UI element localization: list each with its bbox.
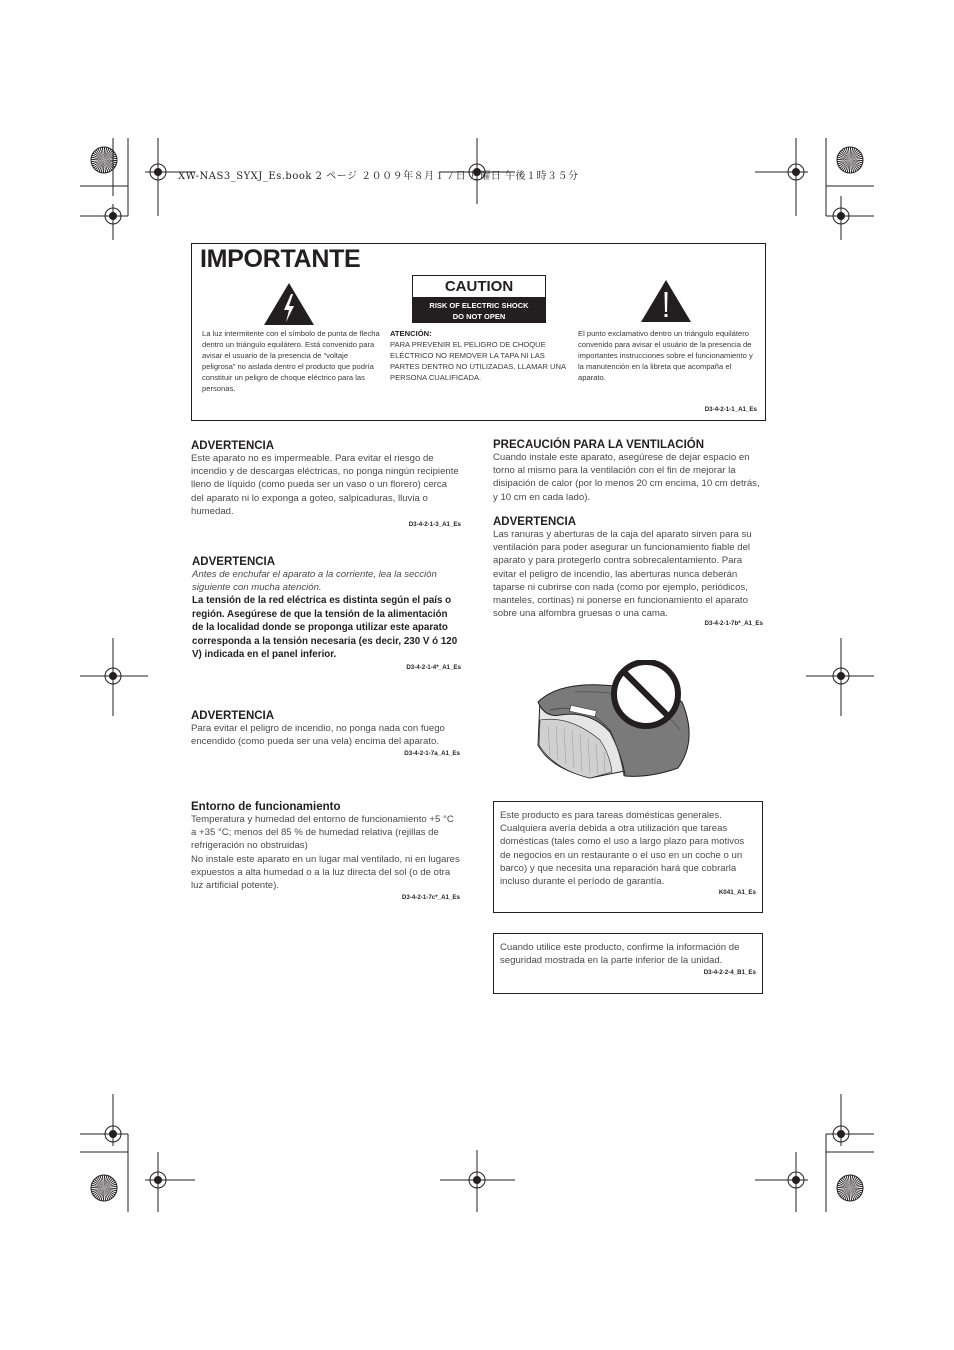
exclamation-warning-icon	[640, 279, 692, 323]
importante-title: IMPORTANTE	[200, 245, 361, 273]
notice-text: Cuando utilice este producto, confirme la información de seguridad mostrada en la parte inferior de la unidad.	[500, 942, 740, 967]
starburst-registration-icon	[91, 147, 117, 173]
section-text: Las ranuras y aberturas de la caja del aparato sirven para su ventilación para poder asegurar un funcionamiento fiable del aparato y para protegerlo contra sobrecalentamiento. Para evitar el peligro de incendio, las aberturas nunca deberán taparse ni cubrirse con nada (como por ejemplo, periódicos, manteles, cortinas) ni ponerse en funcionamiento el aparato sobre una alfombra gruesas o una cama.	[493, 529, 752, 620]
advertencia-waterproof	[191, 440, 461, 528]
importante-code: D3-4-2-1-1_A1_Es	[704, 406, 757, 413]
caution-subtext	[413, 298, 545, 322]
atencion-block	[390, 328, 568, 383]
section-code: D3-4-2-1-4*_A1_Es	[406, 664, 461, 672]
precaucion-ventilacion	[493, 439, 763, 504]
starburst-registration-icon	[837, 147, 863, 173]
section-text: Cuando instale este aparato, asegúrese de dejar espacio en torno al mismo para la ventilación con el fin de mejorar la disipación de calor (por lo menos 20 cm encima, 10 cm detrás, y 10 cm en cada lado).	[493, 452, 760, 503]
starburst-registration-icon	[91, 1175, 117, 1201]
section-title: ADVERTENCIA	[191, 710, 275, 722]
section-code: D3-4-2-1-7b*_A1_Es	[704, 620, 763, 628]
caution-label	[412, 275, 546, 323]
exclamation-symbol-explanation: El punto exclamativo dentro un triángulo equilátero convenido para avisar el usuário de la presencia de importantes instrucciones sobre el funcionamiento y la manutención en la libreta que acompaña el aparato.	[578, 329, 753, 382]
notice-code: K041_A1_Es	[718, 889, 756, 897]
entorno-funcionamiento	[191, 801, 460, 901]
starburst-registration-icon	[837, 1175, 863, 1201]
caution-subtext-line-1: RISK OF ELECTRIC SHOCK	[429, 301, 529, 310]
section-text: Temperatura y humedad del entorno de funcionamiento +5 °C a +35 °C; menos del 85 % de humedad relativa (rejillas de refrigeración no obstruidas) No instale este aparato en un lugar mal ventilado, ni en lugares expuestos a alta humedad o a la luz directa del sol (o de otra luz artificial potente).	[191, 814, 460, 892]
atencion-heading: ATENCIÓN:	[390, 329, 432, 338]
caution-heading: CAUTION	[413, 276, 545, 298]
notice-code: D3-4-2-2-4_B1_Es	[703, 969, 756, 977]
section-bold-text: La tensión de la red eléctrica es distinta según el país o región. Asegúrese de que la tensión de la alimentación de la localidad donde se proponga utilizar este aparato corresponda a la tensión necesaria (es decir, 230 V ó 120 V) indicada en el panel inferior.	[192, 595, 458, 661]
section-italic-text: Antes de enchufar el aparato a la corriente, lea la sección siguiente con mucha atención.	[192, 569, 437, 594]
section-title: ADVERTENCIA	[191, 440, 275, 452]
section-code: D3-4-2-1-7a_A1_Es	[404, 750, 460, 758]
lightning-warning-icon	[263, 282, 315, 326]
section-text: Para evitar el peligro de incendio, no ponga nada con fuego encendido (como pueda ser una vela) encima del aparato.	[191, 723, 445, 748]
prohibition-icon	[614, 662, 678, 726]
covered-device-illustration	[530, 660, 700, 785]
section-code: D3-4-2-1-7c*_A1_Es	[401, 894, 460, 902]
section-title: ADVERTENCIA	[493, 516, 577, 528]
section-text: Este aparato no es impermeable. Para evitar el riesgo de incendio y de descargas eléctricas, no ponga ningún recipiente lleno de líquido (como pueda ser un vaso o un florero) cerca del aparato ni lo exponga a goteo, salpicaduras, lluvia o humedad.	[191, 453, 459, 517]
advertencia-fire	[191, 710, 460, 757]
section-title: Entorno de funcionamiento	[191, 801, 341, 813]
caution-subtext-line-2: DO NOT OPEN	[452, 312, 506, 321]
notice-domestic-use	[493, 801, 763, 913]
advertencia-voltage	[192, 556, 461, 671]
section-title: PRECAUCIÓN PARA LA VENTILACIÓN	[493, 439, 705, 451]
section-code: D3-4-2-1-3_A1_Es	[408, 521, 461, 529]
print-header-line: XW-NAS3_SYXJ_Es.book 2 ページ ２００９年８月１７日 月曜日 午後１時３５分	[178, 171, 579, 182]
lightning-symbol-explanation: La luz intermitente con el símbolo de punta de flecha dentro un triángulo equilátero. Está convenido para avisar el usuario de la presencia de “voltaje peligrosa” no aislada dentro el producto que podría constituir un peligro de choque eléctrico para las personas.	[202, 329, 380, 393]
section-title: ADVERTENCIA	[192, 556, 276, 568]
advertencia-ventilation	[493, 516, 763, 627]
notice-safety-info	[493, 933, 763, 994]
atencion-text: PARA PREVENIR EL PELIGRO DE CHOQUE ELÉCTRICO NO REMOVER LA TAPA NI LAS PARTES DENTRO NO UTILIZADAS, LLAMAR UNA PERSONA CUALIFICADA.	[390, 340, 566, 382]
notice-text: Este producto es para tareas domésticas generales. Cualquiera avería debida a otra utilización que tareas domésticas (tales como el uso a largo plazo para motivos de negocios en un restaurante o el uso en un coche o un barco) y que necesita una reparación hará que cobrarla incluso durante el período de garantía.	[500, 810, 745, 888]
